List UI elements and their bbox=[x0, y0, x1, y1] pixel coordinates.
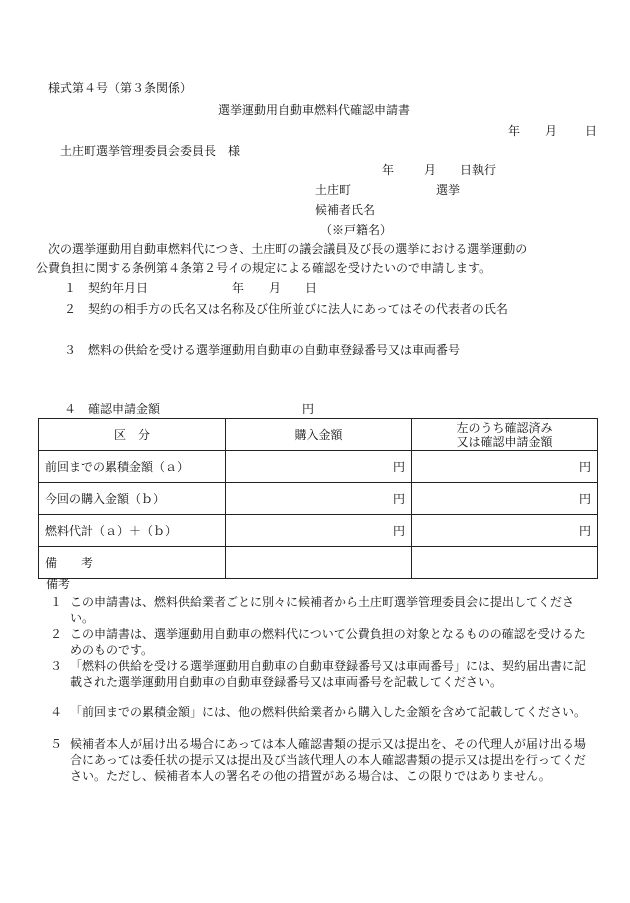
note-item: ４ 「前回までの累積金額」には、他の燃料供給業者から購入した金額を含めて記載してください。 bbox=[50, 705, 587, 719]
row-label: 燃料代計（ａ）＋（ｂ） bbox=[39, 515, 226, 547]
note-item: ２ この申請書は、選挙運動用自動車の燃料代について公費負担の対象となるものの確認を受けるためのものです。 bbox=[50, 627, 586, 657]
header-confirmed-amount: 左のうち確認済み 又は確認申請金額 bbox=[412, 419, 598, 451]
table-row bbox=[39, 515, 598, 547]
remarks-cell bbox=[412, 547, 598, 579]
row-label: 前回までの累積金額（ａ） bbox=[39, 451, 226, 483]
notes-title: 備考 bbox=[46, 577, 71, 591]
row-label: 備 考 bbox=[39, 547, 226, 579]
note-item: １ この申請書は、燃料供給業者ごとに別々に候補者から土庄町選挙管理委員会に提出してください。 bbox=[50, 595, 575, 625]
note-item: ３ 「燃料の供給を受ける選挙運動用自動車の自動車登録番号又は車両番号」には、契約届出書に記載された選挙運動用自動車の自動車登録番号又は車両番号を記載してください。 bbox=[50, 659, 587, 689]
row-label: 今回の購入金額（ｂ） bbox=[39, 483, 226, 515]
header-category: 区 分 bbox=[39, 419, 226, 451]
purchase-amount-cell: 円 bbox=[226, 483, 412, 515]
confirmed-amount-cell: 円 bbox=[412, 451, 598, 483]
koseki-note: （※戸籍名） bbox=[320, 223, 393, 237]
confirmed-amount-cell: 円 bbox=[412, 483, 598, 515]
form-label: 様式第４号（第３条関係） bbox=[48, 81, 193, 95]
purchase-amount-cell: 円 bbox=[226, 515, 412, 547]
table-row bbox=[39, 483, 598, 515]
table-row bbox=[39, 547, 598, 579]
remarks-cell bbox=[226, 547, 412, 579]
amount-table bbox=[38, 418, 598, 579]
note-item: ５ 候補者本人が届け出る場合にあっては本人確認書類の提示又は提出を、その代理人が届け出る場合にあっては委任状の提示又は提出及び当該代理人の本人確認書類の提示又は提出を行ってください。ただし、候補者本人の署名その他の措置がある場合は、この限りではありません。 bbox=[50, 737, 586, 783]
table-header-row bbox=[39, 419, 598, 451]
confirmed-amount-cell: 円 bbox=[412, 515, 598, 547]
header-purchase-amount: 購入金額 bbox=[226, 419, 412, 451]
purchase-amount-cell: 円 bbox=[226, 451, 412, 483]
addressee: 土庄町選挙管理委員会委員長 様 bbox=[60, 144, 241, 158]
candidate-name-label: 候補者氏名 bbox=[315, 203, 376, 217]
table-row bbox=[39, 451, 598, 483]
document-title: 選挙運動用自動車燃料代確認申請書 bbox=[218, 103, 411, 117]
